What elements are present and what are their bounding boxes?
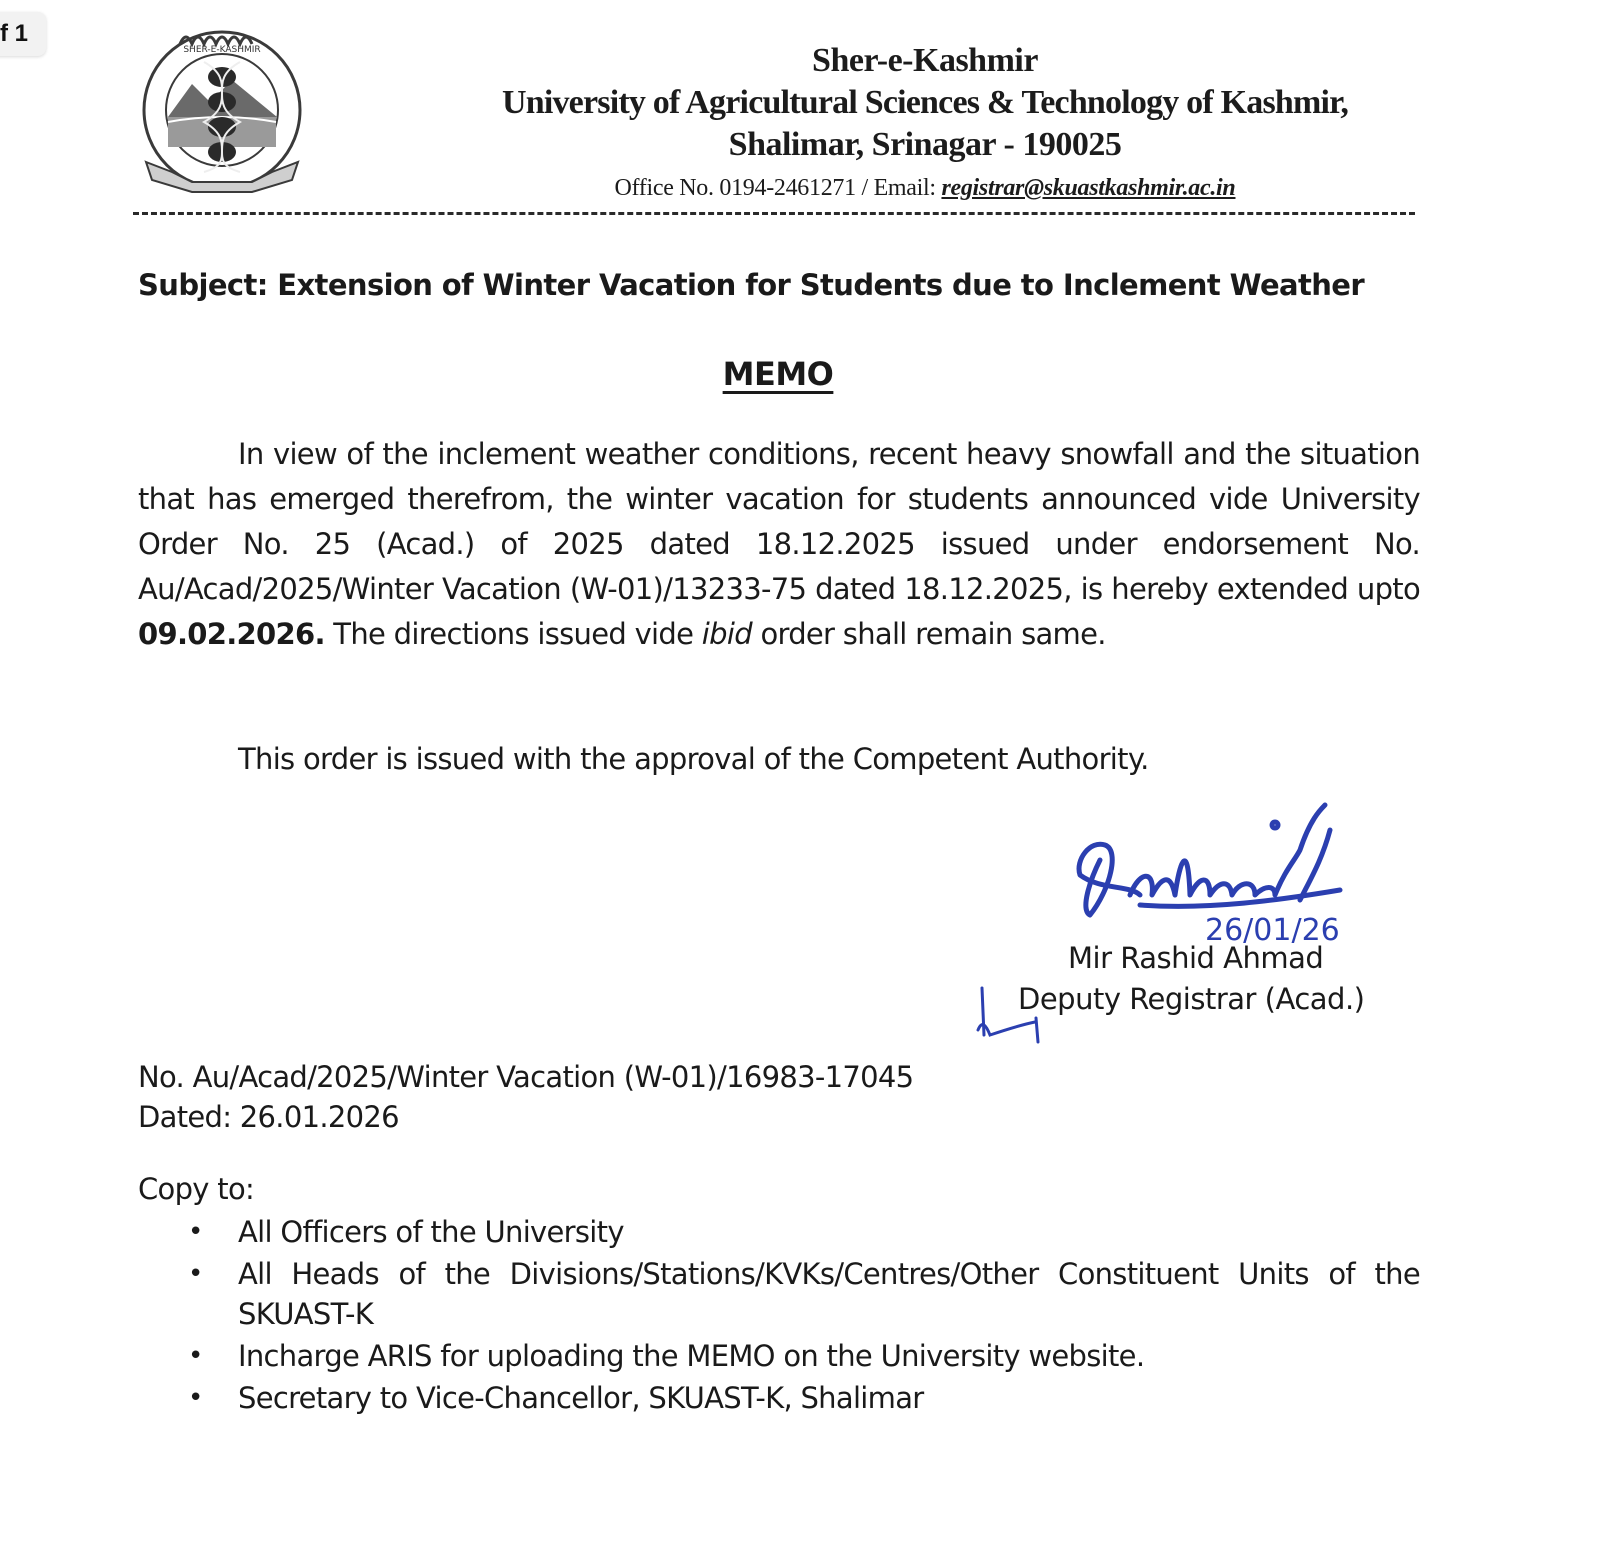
signature-date: 26/01/26: [1205, 913, 1340, 948]
bullet-icon: •: [188, 1259, 203, 1289]
list-item: [138, 1254, 1420, 1334]
bullet-icon: •: [188, 1383, 203, 1413]
bullet-icon: •: [188, 1341, 203, 1371]
approval-statement: This order is issued with the approval of the Competent Authority.: [238, 742, 1149, 776]
letterhead-contact: [400, 170, 1450, 206]
body-text-1: In view of the inclement weather conditions, recent heavy snowfall and the situation that has emerged therefrom, the winter vacation for students announced vide University Order No. 25 (Acad.) of 2025 dated 18.12.2025 issued under endorsement No. Au/Acad/2025/Winter Vacation (W-01)/13233-75 dated 18.12.2025, is hereby extended upto: [138, 437, 1420, 606]
bullet-icon: •: [188, 1217, 203, 1247]
memo-body-paragraph: [138, 432, 1420, 657]
svg-text:SHER-E-KASHMIR: SHER-E-KASHMIR: [183, 45, 261, 55]
extended-date: 09.02.2026.: [138, 617, 325, 651]
signatory-block: [1018, 938, 1398, 1020]
signature-icon: [1060, 800, 1380, 950]
memo-title: MEMO: [722, 355, 834, 393]
signatory-designation: Deputy Registrar (Acad.): [1018, 982, 1365, 1016]
email-link[interactable]: registrar@skuastkashmir.ac.in: [941, 175, 1236, 201]
subject-line: Subject: Extension of Winter Vacation for Students due to Inclement Weather: [138, 268, 1365, 302]
university-seal-icon: [132, 22, 312, 197]
copy-to-label: Copy to:: [138, 1172, 255, 1206]
copy-recipient: All Heads of the Divisions/Stations/KVKs/Centres/Other Constituent Units of the SKUAST-K: [238, 1257, 1420, 1331]
ibid-text: ibid: [701, 617, 752, 651]
letterhead-line-3: Shalimar, Srinagar - 190025: [728, 126, 1122, 163]
office-number: Office No. 0194-2461271 / Email:: [614, 175, 942, 201]
list-item: [138, 1336, 1420, 1376]
letterhead-line-1: Sher-e-Kashmir: [812, 42, 1038, 79]
letterhead-line-2: University of Agricultural Sciences & Technology of Kashmir,: [501, 84, 1349, 121]
signatory-name: Mir Rashid Ahmad: [1068, 941, 1324, 975]
list-item: [138, 1212, 1420, 1252]
reference-date: Dated: 26.01.2026: [138, 1100, 399, 1134]
list-item: [138, 1378, 1420, 1418]
letterhead: [400, 40, 1450, 206]
header-divider: [133, 212, 1415, 215]
page-indicator: f 1: [0, 12, 46, 56]
copy-recipient: All Officers of the University: [238, 1215, 624, 1249]
reference-number: No. Au/Acad/2025/Winter Vacation (W-01)/16983-17045: [138, 1060, 914, 1094]
copy-recipient: Secretary to Vice-Chancellor, SKUAST-K, Shalimar: [238, 1381, 924, 1415]
body-text-3: order shall remain same.: [751, 617, 1106, 651]
copy-to-list: [138, 1212, 1420, 1420]
copy-recipient: Incharge ARIS for uploading the MEMO on the University website.: [238, 1339, 1145, 1373]
reference-block: [138, 1057, 913, 1137]
body-text-2: The directions issued vide: [324, 617, 702, 651]
